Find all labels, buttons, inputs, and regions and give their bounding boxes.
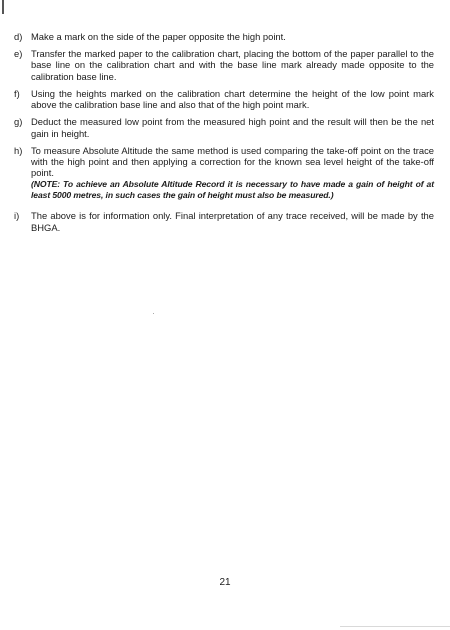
item-text: Deduct the measured low point from the measured high point and the result will then be the net gain in height. bbox=[31, 116, 434, 139]
item-text: To measure Absolute Altitude the same method is used comparing the take-off point on the trace with the high point and then applying a correction for the known sea level height of the take-off point. bbox=[31, 144, 434, 179]
list-item bbox=[14, 210, 434, 233]
instruction-list bbox=[14, 31, 434, 239]
item-label: f) bbox=[14, 87, 20, 99]
list-item bbox=[14, 145, 434, 202]
item-text: Using the heights marked on the calibration chart determine the height of the low point mark above the calibration base line and also that of the high point mark. bbox=[31, 87, 434, 111]
item-body bbox=[31, 31, 434, 42]
list-item bbox=[14, 48, 434, 82]
item-body bbox=[31, 145, 434, 202]
item-label: d) bbox=[14, 31, 23, 42]
item-note: (NOTE: To achieve an Absolute Altitude Record it is necessary to have made a gain of height of at least 5000 metres, in such cases the gain of height must also be measured.) bbox=[31, 178, 434, 201]
item-label: i) bbox=[14, 210, 20, 222]
page-number: 21 bbox=[219, 577, 231, 588]
item-label: e) bbox=[14, 48, 23, 59]
list-item bbox=[14, 116, 434, 139]
item-body bbox=[31, 210, 434, 233]
corner-crop-mark bbox=[2, 0, 4, 14]
item-body bbox=[31, 116, 434, 139]
item-body bbox=[31, 88, 434, 111]
item-body bbox=[31, 48, 434, 82]
item-text: Transfer the marked paper to the calibration chart, placing the bottom of the paper parallel to the base line on the calibration chart and with the base line mark already made opposite to the calibration base line. bbox=[31, 48, 434, 82]
item-label: g) bbox=[14, 116, 23, 128]
list-item bbox=[14, 31, 434, 42]
item-text: Make a mark on the side of the paper opposite the high point. bbox=[31, 31, 286, 42]
item-label: h) bbox=[14, 144, 23, 156]
print-speck bbox=[153, 313, 154, 314]
page-edge-line bbox=[340, 626, 450, 627]
list-item bbox=[14, 88, 434, 111]
item-text: The above is for information only. Final interpretation of any trace received, will be made by the BHGA. bbox=[31, 210, 434, 233]
